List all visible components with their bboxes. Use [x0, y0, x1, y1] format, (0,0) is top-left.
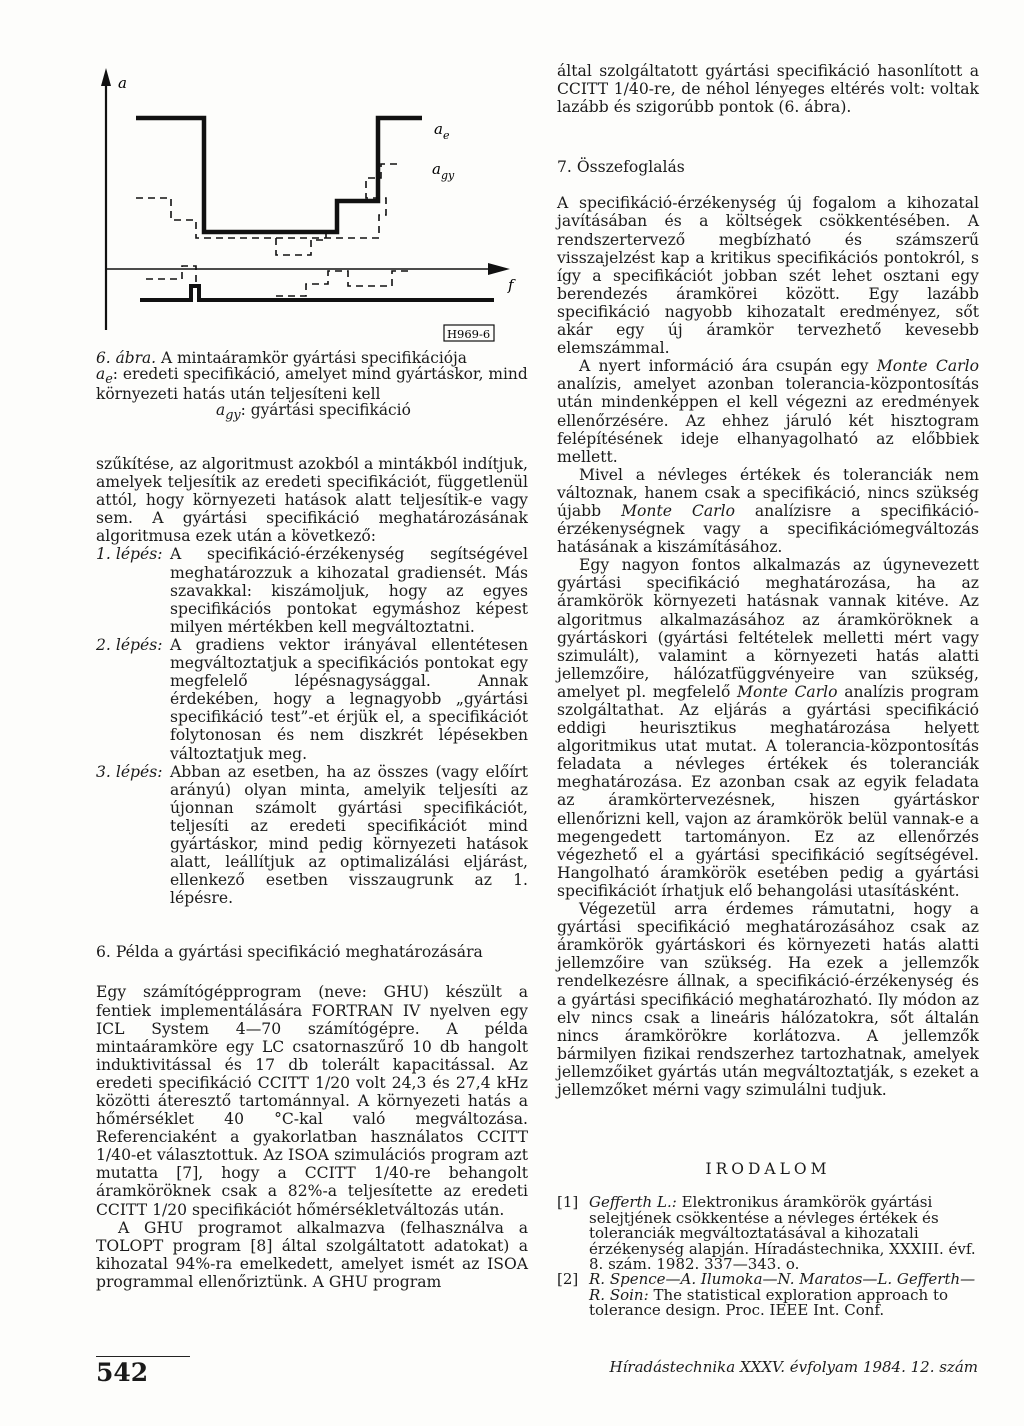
caption-agy-text: : gyártási specifikáció — [240, 400, 411, 419]
right-paragraph-3: Mivel a névleges értékek és toleranciák nem változnak, hanem csak a specifikáció, nincs szükség újabb Monte Carlo analízisre a specifikáció-érzékenységnek vagy a specifikációmegváltozás hatásának a kiszámításához. — [557, 465, 979, 557]
caption-ae-symbol: a — [96, 364, 106, 383]
references-heading: IRODALOM — [705, 1160, 831, 1178]
right-paragraph-4: Egy nagyon fontos alkalmazás az úgynevezett gyártási specifikáció meghatározása, ha az áramkörök környezeti hatásnak vannak kitéve. Az algoritmus alkalmazásához az áramköröknek a gyártáskori (gyártási feltételek melletti mért vagy szimulált), valamint a környezeti hatás alatti jellemzőire, hálózatfüggvényeire van szükség, amelyet pl. megfelelő Monte Carlo analízis program szolgáltathat. Az eljárás a gyártási specifikáció eddigi heurisztikus meghatározása helyett algoritmikus utat mutat. A tolerancia-központosítás feladata a névleges értékek és toleranciák meghatározása. Ez azonban csak az egyik feladata az áramkörtervezésnek, hiszen gyártáskor ellenőrizni kell, vajon az áramkörök belül vannak-e a megengedett tartományon. Ez az ellenőrzés végezhető el a gyártási specifikáció segítségével. Hangolható áramkörök esetében pedig a gyártási specifikációt írhatjuk elő behangolási utasításként. — [557, 556, 979, 900]
caption-ae-text: : eredeti specifikáció, amelyet mind gyártáskor, mind környezeti hatás után teljesíteni kell — [96, 364, 528, 404]
algorithm-step-2 — [96, 636, 528, 763]
right-paragraph-0: által szolgáltatott gyártási specifikáció hasonlított a CCITT 1/40-re, de néhol lényeges eltérés volt: voltak lazább és szigorúbb pontok (6. ábra). — [557, 62, 979, 117]
right-paragraph-1: A specifikáció-érzékenység új fogalom a kihozatal javításában és a költségek csökkentésében. A rendszertervező megbízható és számszerű visszajelzést kap a kritikus specifikációs pontokról, s így a specifikációt jobban szét lehet osztani egy berendezés áramkörei között. Egy lazább specifikáció nagyobb kihozatalt eredményez, sőt akár egy új áramkör tervezhető kevesebb elemszámmal. — [557, 194, 979, 358]
caption-agy-subscript: gy — [225, 407, 241, 423]
label-a: a — [118, 74, 127, 92]
reference-number: [2] — [557, 1270, 579, 1289]
left-paragraph-3: A GHU programot alkalmazva (felhasználva a TOLOPT program [8] által szolgáltatott adatokat) a kihozatal 94%-ra emelkedett, amelyet ismét az ISOA programmal ellenőriztünk. A GHU program — [96, 1218, 528, 1291]
reference-item — [557, 1272, 979, 1318]
reference-text: The statistical exploration approach to tolerance design. Proc. IEEE Int. Conf. — [589, 1285, 949, 1320]
algorithm-step-1 — [96, 545, 528, 635]
curve-production-spec-notch — [276, 232, 326, 255]
step-label: 3. lépés: — [96, 762, 163, 781]
caption-agy-symbol: a — [216, 400, 226, 419]
figure-code: H969-6 — [447, 327, 491, 341]
caption-ae-subscript: e — [105, 371, 113, 387]
y-axis-arrow-icon — [101, 68, 111, 86]
figure-caption — [96, 351, 528, 423]
journal-footer: Híradástechnika XXXV. évfolyam 1984. 12. szám — [609, 1358, 978, 1376]
section-6-title: 6. Példa a gyártási specifikáció meghatározására — [96, 943, 483, 962]
left-paragraph-2: Egy számítógépprogram (neve: GHU) készült a fentiek implementálására FORTRAN IV nyelven egy ICL System 4—70 számítógépre. A példa mintaáramköre egy LC csatornaszűrő 10 db hangolt induktivitással és 17 db tolerált kapacitással. Az eredeti specifikáció CCITT 1/20 volt 24,3 és 27,4 kHz közötti áteresztő tartománnyal. A környezeti hatás a hőmérséklet 40 °C-kal való megváltozása. Referenciaként a gyakorlatban használatos CCITT 1/40-et választottuk. Az ISOA szimulációs program azt mutatta [7], hogy a CCITT 1/40-re behangolt áramköröknek csak a 82%-a teljesítette az eredeti CCITT 1/20 specifikációt hőmérsékletváltozás után. — [96, 983, 528, 1219]
right-paragraph-2: A nyert információ ára csupán egy Monte Carlo analízis, amelyet azonban tolerancia-központosítás után mindenképpen el kell végezni az eredmények ellenőrzésére. Az ehhez járuló két hisztogram felépítésének ideje elhanyagolható az előbbiek mellett. — [557, 357, 979, 466]
label-ae: $a_e$ — [434, 120, 450, 142]
step-text: A gradiens vektor irányával ellentétesen megváltoztatjuk a specifikációs pontokat egy megfelelő lépésnagysággal. Annak érdekében, hogy a legnagyobb „gyártási specifikáció test”-et érjük el, a specifikációt folytonosan és nem diszkrét lépésekben változtatjuk meg. — [170, 635, 528, 763]
page-number: 542 — [96, 1358, 149, 1387]
reference-number: [1] — [557, 1193, 579, 1212]
caption-label: 6. ábra. — [96, 349, 157, 367]
specification-plot — [96, 60, 528, 350]
references — [557, 1162, 979, 1319]
step-text: Abban az esetben, ha az összes (vagy előírt arányú) olyan minta, amelyik teljesíti az újonnan számolt gyártási specifikációt, teljesíti az eredeti specifikációt mind gyártáskor, mind pedig környezeti hatások alatt, leállítjuk az optimalizálási eljárást, ellenkező esetben visszaugrunk az 1. lépésre. — [170, 762, 528, 908]
step-label: 2. lépés: — [96, 635, 163, 654]
section-7-title: 7. Összefoglalás — [557, 158, 685, 177]
label-f: f — [508, 276, 514, 294]
reference-author: R. Spence—A. Ilumoka—N. Maratos—L. Gefferth—R. Soin: — [589, 1270, 976, 1304]
step-label: 1. lépés: — [96, 545, 163, 564]
right-paragraph-5: Végezetül arra érdemes rámutatni, hogy a gyártási specifikáció meghatározásához csak az áramkörök gyártáskori és környezeti hatás alatti jellemzőire van szükség. Ha ezek a jellemzők rendelkezésre állnak, a specifikáció-érzékenység és a gyártási specifikáció meghatározható. Ily módon az elv nincs csak a lineáris hálózatokra, sőt általán nincs áramkörökre korlátozva. A jellemzők bármilyen fizikai rendszerhez tartozhatnak, amelyek jellemzőiket gyártás után megváltoztatják, s ezeket a jellemzőket mérni vagy szimulálni tudjuk. — [557, 900, 979, 1099]
algorithm-step-3 — [96, 763, 528, 908]
reference-text: Elektronikus áramkörök gyártási selejtjének csökkentése a névleges értékek és toleranciák megváltoztatásával a kihozatali érzékenység alapján. Híradástechnika, XXXIII. évf. 8. szám. 1982. 337—343. o. — [589, 1193, 976, 1274]
step-text: A specifikáció-érzékenység segítségével meghatározzuk a kihozatal gradiensét. Más szavakkal: kiszámoljuk, hogy az egyes specifikációs pontokat egymáshoz képest milyen mértékben kell megváltoztatni. — [170, 545, 528, 636]
reference-author: Gefferth L.: — [589, 1193, 677, 1212]
left-paragraph-1: szűkítése, az algoritmust azokból a mintákból indítjuk, amelyek teljesítik az eredeti specifikációt, függetlenül attól, hogy környezeti hatások alatt teljesítik-e vagy sem. A gyártási specifikáció meghatározásának algoritmusa ezek után a következő: — [96, 455, 528, 546]
caption-title: A mintaáramkör gyártási specifikációja — [160, 349, 467, 367]
curve-original-spec-lower — [140, 286, 494, 300]
right-column — [557, 62, 979, 1099]
figure-6 — [96, 60, 528, 350]
reference-item — [557, 1195, 979, 1272]
page-footer — [96, 1350, 978, 1390]
curve-production-spec-lower-b — [276, 271, 412, 296]
label-agy: $a_{gy}$ — [432, 160, 455, 182]
x-axis-arrow-icon — [488, 263, 510, 275]
left-column — [96, 455, 528, 1291]
page-number-rule — [96, 1356, 190, 1357]
